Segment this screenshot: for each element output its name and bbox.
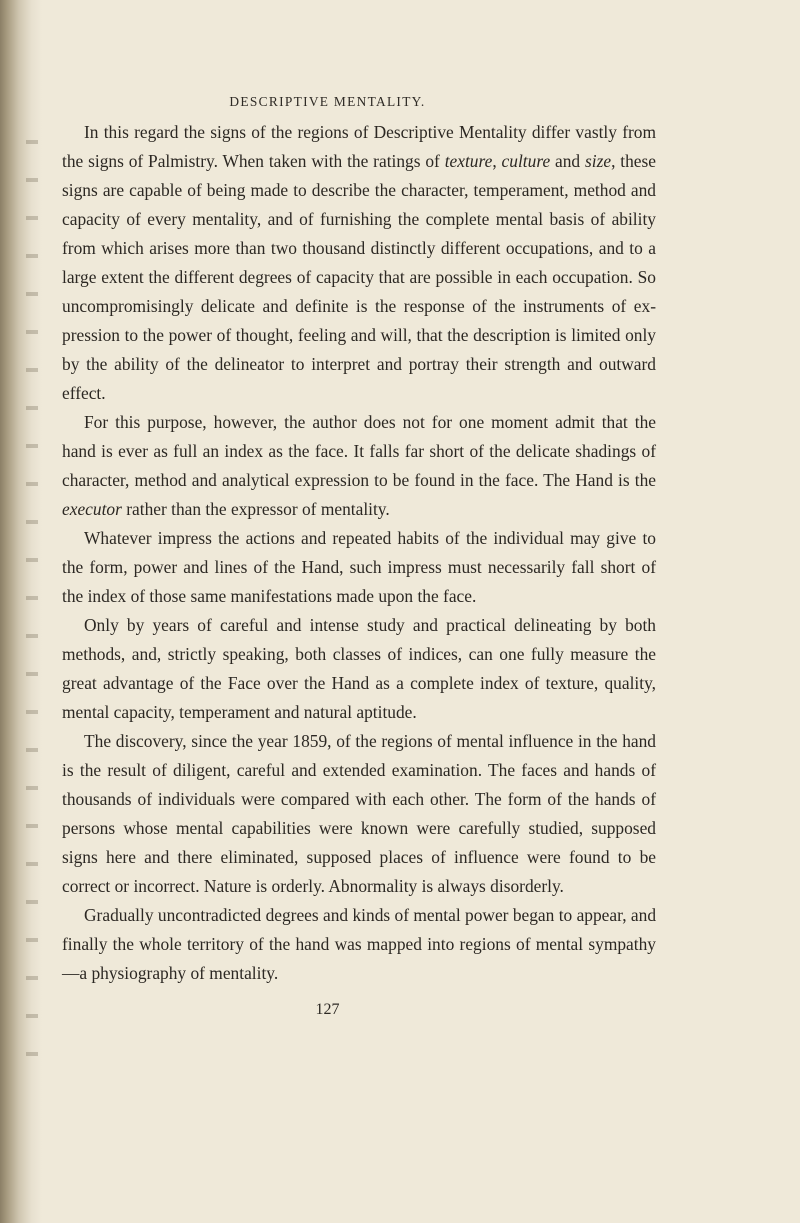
binding-stitch-marks: [26, 140, 38, 1060]
running-header: DESCRIPTIVE MENTALITY.: [229, 94, 426, 109]
italic-size: size: [584, 151, 612, 171]
paragraph-1-part-c: and: [550, 151, 585, 171]
paragraph-5: The discovery, since the year 1859, of the regions of mental influence in the hand is the result of diligent, careful and extended examination. The faces and hands of thousands of individuals were compared with each other. The form of the hands of persons whose mental capabilities were known were carefully studied, supposed signs here and there eliminated, supposed places of influence were found to be correct or incorrect. Nature is orderly. Abnormality is always disorderly.: [62, 731, 656, 896]
italic-texture: texture: [444, 151, 493, 171]
paragraph-4: Only by years of careful and intense study and practical delineating by both methods, and, strictly speaking, both classes of indices, can one fully measure the great advantage of the Face over the Hand as a complete index of texture, quality, mental capacity, temperament and natural aptitude.: [62, 615, 656, 722]
italic-culture: culture: [501, 151, 551, 171]
paragraph-2-part-b: rather than the expressor of mentality.: [121, 499, 390, 519]
paragraph-1-part-a: In this regard the signs of the regions of Descriptive Mentality differ vastly from the signs of Palmistry. When taken with the ratings of: [62, 122, 656, 171]
paragraph-1-part-d: , these signs are capable of being made to describe the character, temperament, method and capacity of every mentality, and of furnishing the complete mental basis of ability from which arises more than two thousand distinctly different occupations, and to a large extent the different degrees of capacity that are possible in each occupation. So uncompromisingly delicate and definite is the response of the instruments of expression to the power of thought, feeling and will, that the description is limited only by the ability of the delineator to interpret and portray their strength and outward effect.: [62, 151, 657, 403]
italic-executor: executor: [62, 499, 122, 519]
page-number: 127: [315, 1001, 340, 1018]
paragraph-1: [62, 118, 656, 408]
paragraph-6: Gradually uncontradicted degrees and kinds of mental power began to appear, and finally the whole territory of the hand was mapped into regions of mental sympathy—a physiography of mentality.: [62, 905, 657, 983]
paragraph-2: [62, 408, 656, 524]
paragraph-3: Whatever impress the actions and repeated habits of the individual may give to the form, power and lines of the Hand, such impress must necessarily fall short of the index of those same manifestations made upon the face.: [62, 528, 656, 606]
body-text: [62, 118, 656, 988]
paragraph-1-part-b: ,: [492, 151, 502, 171]
paragraph-2-part-a: For this purpose, however, the author does not for one moment admit that the hand is ever as full an index as the face. It falls far short of the delicate shadings of character, method and analytical expression to be found in the face. The Hand is the: [62, 412, 656, 490]
